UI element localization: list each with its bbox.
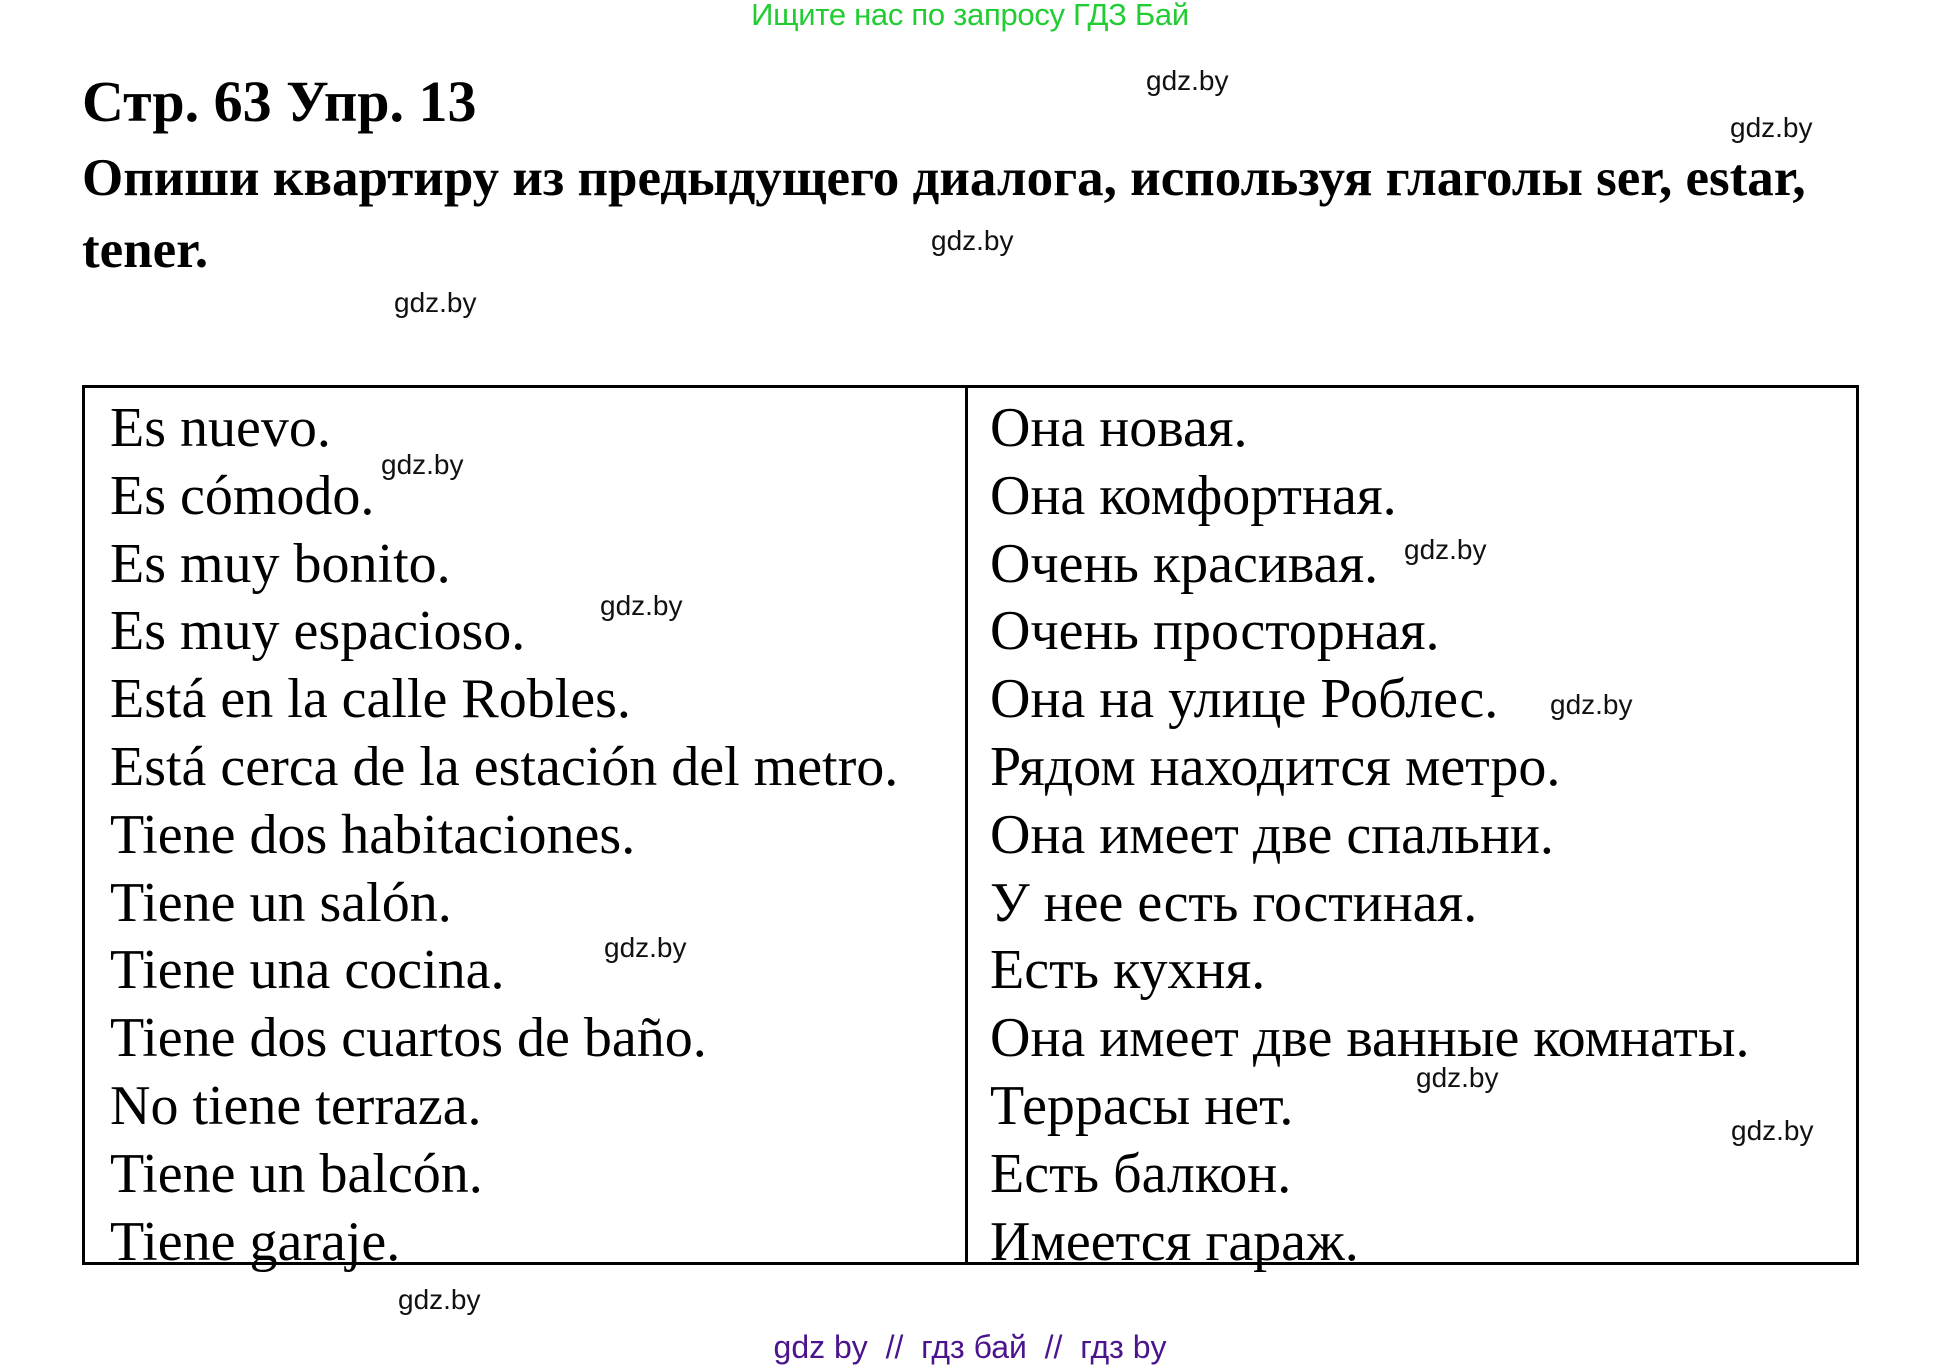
russian-row: Очень красивая. (990, 532, 1379, 595)
russian-row: Она на улице Роблес. (990, 668, 1499, 731)
footer-links: gdz by // гдз бай // гдз by (773, 1329, 1167, 1365)
russian-row: У нее есть гостиная. (990, 871, 1478, 934)
answer-table (82, 385, 1859, 1273)
spanish-row: Es muy espacioso. (110, 600, 526, 663)
watermark: gdz.by (1731, 1115, 1814, 1146)
watermark: gdz.by (1404, 534, 1487, 565)
spanish-row: Tiene dos habitaciones. (110, 803, 636, 866)
spanish-row: Tiene dos cuartos de baño. (110, 1007, 707, 1070)
russian-row: Она новая. (990, 397, 1248, 459)
spanish-row: Es cómodo. (110, 464, 375, 527)
watermark: gdz.by (600, 590, 683, 621)
russian-row: Имеется гараж. (990, 1210, 1359, 1273)
russian-row: Очень просторная. (990, 600, 1440, 663)
search-banner: Ищите нас по запросу ГДЗ Бай (751, 0, 1189, 32)
spanish-row: Tiene un salón. (110, 871, 452, 934)
russian-row: Она комфортная. (990, 464, 1397, 527)
exercise-task: Опиши квартиру из предыдущего диалога, используя глаголы ser, estar, tener. (82, 149, 1806, 279)
russian-row: Есть кухня. (990, 939, 1266, 1002)
russian-row: Рядом находится метро. (990, 735, 1561, 798)
watermark: gdz.by (1730, 112, 1813, 143)
russian-row: Она имеет две спальни. (990, 803, 1554, 866)
watermark: gdz.by (398, 1284, 481, 1315)
watermark: gdz.by (1416, 1062, 1499, 1093)
spanish-row: No tiene terraza. (110, 1074, 482, 1137)
watermark: gdz.by (1550, 689, 1633, 720)
spanish-row: Tiene un balcón. (110, 1142, 483, 1205)
watermark: gdz.by (381, 449, 464, 480)
russian-row: Она имеет две ванные комнаты. (990, 1007, 1750, 1070)
watermark: gdz.by (931, 225, 1014, 256)
page-heading: Стр. 63 Упр. 13 (82, 69, 477, 134)
spanish-row: Es muy bonito. (110, 532, 451, 595)
watermark: gdz.by (394, 287, 477, 318)
russian-column (968, 388, 1856, 1273)
watermark: gdz.by (604, 932, 687, 963)
russian-row: Есть балкон. (990, 1142, 1292, 1205)
spanish-row: Tiene garaje. (110, 1210, 401, 1273)
spanish-row: Es nuevo. (110, 397, 331, 459)
spanish-row: Está en la calle Robles. (110, 668, 631, 731)
spanish-row: Tiene una cocina. (110, 939, 505, 1002)
russian-row: Террасы нет. (990, 1074, 1294, 1137)
spanish-column (85, 388, 968, 1273)
spanish-row: Está cerca de la estación del metro. (110, 735, 899, 798)
watermark: gdz.by (1146, 65, 1229, 96)
